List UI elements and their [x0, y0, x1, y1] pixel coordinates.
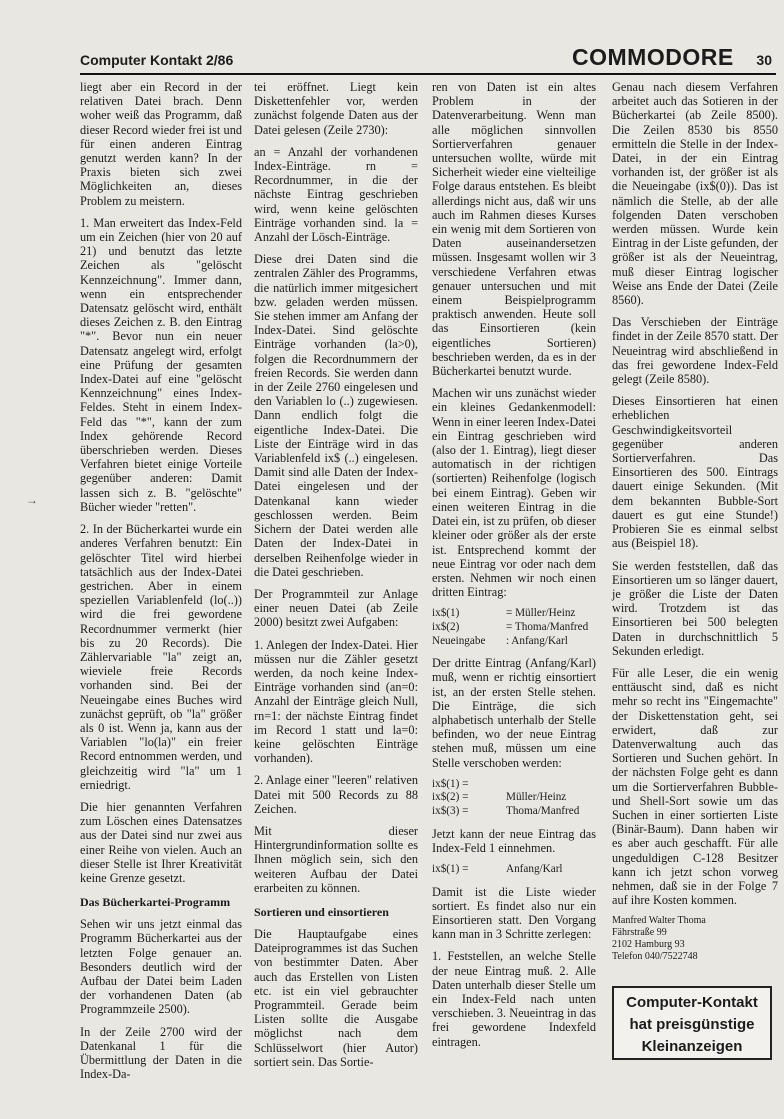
paragraph: 1. Anlegen der Index-Datei. Hier müssen nur die Zähler gesetzt werden, da noch keine Index-Einträge vorhanden sind (an=0: Anzahl der Einträge gleich Null, rn=1: der nächste Eintrag findet im Record 1 statt und la=0: keine gelöschten Einträge vorhanden).: [254, 637, 418, 766]
paragraph: 1. Feststellen, an welche Stelle der neue Eintrag muß. 2. Alle Daten unterhalb dieser Stelle um ein Index-Feld nach unten verschieben. 3. Neueintrag in das frei gewordene Indexfeld eintragen.: [432, 949, 596, 1049]
index-example-3: [432, 863, 596, 877]
paragraph: an = Anzahl der vorhandenen Index-Einträge. rn = Recordnummer, in die der nächste Eintrag geschrieben wird, wenn keine gelöschten Einträge vorhanden sind. la = Anzahl der Lösch-Einträge.: [254, 144, 418, 245]
page-header: [80, 44, 776, 74]
index-entry: ix$(1) = Anfang/Karl: [432, 862, 563, 875]
paragraph: 1. Man erweitert das Index-Feld um ein Zeichen (hier von 20 auf 21) und benutzt das letzte Zeichen als "gelöscht Kennzeichnung". Immer dann, wenn ein entsprechender Datensatz gelöscht wird, enthält dieses Zeichen z. B. den Eintrag "*". Bevor nun ein neuer Datensatz angelegt wird, erfolgt eine Prüfung der gesamten Index-Datei auf eine "gelöscht Kennzeichnung" eines Index-Feldes. Steht in einem Index-Feld das "*", kann der zum Index gehörende Record überschrieben werden. Dieses Verfahren bietet einige Vorteile gegenüber anderen: Damit lassen sich z. B. "gelöschte" Bücher wieder "retten".: [80, 215, 242, 514]
paragraph: Die hier genannten Verfahren zum Löschen eines Datensatzes aus der Datei sind nur zwei aus einer Reihe von vielen. Auch an dieser Stelle ist Ihrer Kreativität keine Grenze gesetzt.: [80, 799, 242, 885]
index-example-2: [432, 778, 596, 819]
paragraph: Diese drei Daten sind die zentralen Zähler des Programms, die natürlich immer mitgesichert bzw. geladen werden müssen. Sie stehen immer am Anfang der Index-Datei. Sind gelöschte Einträge vorhanden (la>0), folgen die Recordnummern der freien Records. Sie werden dann in der Zeile 2760 eingelesen und den Variablen lo (..) zugewiesen. Dann endlich folgt die eigentliche Index-Datei. Die Liste der Einträge wird in das Variablenfeld ix$ (..) eingelesen. Damit sind alle Daten der Index-Datei eingelesen und der Datenkanal kann wieder geschlossen werden. Beim Sichern der Datei werden alle Daten der Index-Datei in derselben Reihenfolge wieder in die Datei geschrieben.: [254, 252, 418, 579]
index-entry: ix$(1) = Müller/Heinz: [432, 607, 576, 620]
column-1: [80, 80, 242, 1089]
paragraph: Sehen wir uns jetzt einmal das Programm Bücherkartei aus der letzten Folge genauer an. Besonders deutlich wird der Aufbau der Datei beim Laden der vorhandenen Daten (ab Programmzeile 2500).: [80, 917, 242, 1017]
magazine-issue: Computer Kontakt 2/86: [80, 52, 234, 68]
paragraph: Die Hauptaufgabe eines Dateiprogrammes ist das Suchen von bestimmter Daten. Aber auch das Erstellen von Listen etc. ist ein viel gebrauchter Programmteil. Gerade beim Listen sollte die Ausgabe möglichst nach dem Schlüsselwort (hier Autor) sortiert sein. Das Sortie-: [254, 926, 418, 1069]
index-entry: ix$(2) = Thoma/Manfred: [432, 620, 589, 633]
header-rule: [80, 73, 776, 75]
classified-ad-box: [612, 986, 772, 1060]
paragraph: Der dritte Eintrag (Anfang/Karl) muß, wenn er richtig einsortiert ist, an der ersten Stelle stehen. Die Einträge, die sich alphabetisch unterhalb der Stelle befinden, wo der neue Eintrag stehen muß, müssen um eine Stelle verschoben werden:: [432, 656, 596, 770]
ad-line: hat preisgünstige: [629, 1016, 755, 1033]
paragraph: Für alle Leser, die ein wenig enttäuscht sind, daß es nicht mehr so recht ins "Eingemachte" der Diskettenstation geht, sei erwidert, daß zur Datenverwaltung auch das Sortieren und Suchen gehört. In der nächsten Folge geht es dann um die Sortierverfahren Bubble- und Shell-Sort sowie um das Suchen in einer sortierten Liste (Binär-Baum). Dann haben wir es aber auch geschafft. Für alle ungeduldigen C-128 Besitzer kann ich jetzt schon vorweg nehmen, daß sie in der Folge 7 auf ihre Kosten kommen.: [612, 665, 778, 908]
index-entry: ix$(3) = Thoma/Manfred: [432, 804, 580, 817]
paragraph: Machen wir uns zunächst wieder ein kleines Gedankenmodell: Wenn in einer leeren Index-Datei ein Eintrag geschrieben wird (also der 1. Eintrag), liegt dieser automatisch in der richtigen (sortierten) Reihenfolge (logisch bei einem Eintrag). Geben wir einen weiteren Eintrag in die Datei ein, ist zu prüfen, ob dieser kleiner oder größer als der erste ist. Entsprechend kommt der neue Eintrag vor oder nach dem ersten. Nehmen wir noch einen dritten Eintrag:: [432, 386, 596, 600]
author-line: Telefon 040/7522748: [612, 951, 698, 963]
paragraph: Dieses Einsortieren hat einen erheblichen Geschwindigkeitsvorteil gegenüber anderen Sortierverfahren. Das Einsortieren des 500. Eintrags dauert einige Sekunden. (Mit dem bekannten Bubble-Sort dauert es gut eine Stunde!) Probieren Sie es einmal selbst aus (Beispiel 18).: [612, 394, 778, 551]
column-4: [612, 80, 778, 963]
ad-line: Kleinanzeigen: [641, 1038, 743, 1055]
subheading: Sortieren und einsortieren: [254, 904, 389, 919]
paragraph: Genau nach diesem Verfahren arbeitet auch das Sotieren in der Bücherkartei (ab Zeile 8500). Die Zeilen 8530 bis 8550 ermitteln die Stelle in der Index-Datei, in der ein Eintrag vorhanden ist, der größer ist als die Neueingabe (ix$(0)). Das ist nämlich die Stelle, ab der alle folgenden Daten verschoben werden müssen. Wurde kein Eintrag in der Liste gefunden, der größer ist als der Neueintrag, muß dieser Eintrag logischer Weise ans Ende der Datei (Zeile 8560).: [612, 80, 778, 308]
paragraph: tei eröffnet. Liegt kein Diskettenfehler vor, werden zunächst folgende Daten aus der Datei gelesen (Zeile 2730):: [254, 80, 418, 137]
section-title: COMMODORE: [572, 44, 734, 70]
page-number: 30: [756, 52, 772, 68]
author-line: Manfred Walter Thoma: [612, 915, 706, 927]
paragraph: 2. In der Bücherkartei wurde ein anderes Verfahren benutzt: Ein gelöschter Titel wird hierbei tatsächlich aus der Index-Datei gestrichen. Aber in einem speziellen Variablenfeld (lo(..)) wird die frei gewordene Recordnummer vermerkt (hier bis zu 20 Records). Die Zählervariable "la" zeigt an, wieviele freie Records vorhanden sind. Bei der Neueingabe eines Buches wird zunächst geprüft, ob "la" größer als 0 ist. Wenn ja, kann aus der Variablen "lo(la)" ein freier Record entnommen werden, und gleichzeitig wird "la" um 1 erniedrigt.: [80, 522, 242, 792]
index-entry: ix$(1) =: [432, 777, 469, 790]
paragraph: Mit dieser Hintergrundinformation sollte es Ihnen möglich sein, sich den weiteren Aufbau der Datei erarbeiten zu können.: [254, 823, 418, 895]
column-2: [254, 80, 418, 1077]
paragraph: liegt aber ein Record in der relativen Datei brach. Denn woher weiß das Programm, daß dieser Record wieder frei ist und für einen anderen Eintrag genutzt werden kann? In der Praxis bieten sich zwei Möglichkeiten an, dieses Problem zu meistern.: [80, 80, 242, 208]
column-3: [432, 80, 596, 1057]
index-entry: Neueingabe : Anfang/Karl: [432, 634, 568, 647]
paragraph: In der Zeile 2700 wird der Datenkanal 1 für die Übermittlung der Daten in die Index-Da-: [80, 1024, 242, 1082]
subheading: Das Bücherkartei-Programm: [80, 895, 231, 910]
index-entry: ix$(2) = Müller/Heinz: [432, 791, 567, 804]
paragraph: ren von Daten ist ein altes Problem in der Datenverarbeitung. Wenn man alle möglichen sinnvollen Sortierverfahren genauer untersuchen wollte, würde mit Sicherheit wieder eine vielteilige Folge daraus entstehen. Es bleibt allerdings nicht aus, daß wir uns auch im Rahmen dieses Kurses ein wenig mit dem Sortieren von Daten auseinandersetzen müssen. Insgesamt wollen wir 3 verschiedene Verfahren etwas genauer untersuchen und mit einem Beispielprogramm praktisch anwenden. Heute soll das Einsortieren (kein eigentliches Sortieren) beschrieben werden, da es in der Bücherkartei benutzt wurde.: [432, 80, 596, 379]
author-line: Fährstraße 99: [612, 927, 667, 939]
paragraph: Jetzt kann der neue Eintrag das Index-Feld 1 einnehmen.: [432, 826, 596, 855]
margin-mark: →: [26, 493, 38, 507]
paragraph: Sie werden feststellen, daß das Einsortieren um so länger dauert, je größer die Liste der Daten wird. Trotzdem ist das Einsortieren bei 500 belegten Daten in durchschnittlich 5 Sekunden erledigt.: [612, 558, 778, 658]
ad-line: Computer-Kontakt: [626, 994, 758, 1011]
paragraph: 2. Anlage einer "leeren" relativen Datei mit 500 Records zu 88 Zeichen.: [254, 773, 419, 816]
index-example-1: [432, 607, 596, 648]
paragraph: Der Programmteil zur Anlage einer neuen Datei (ab Zeile 2000) besitzt zwei Aufgaben:: [254, 586, 418, 630]
author-line: 2102 Hamburg 93: [612, 939, 685, 951]
author-address: [612, 915, 778, 963]
paragraph: Damit ist die Liste wieder sortiert. Es findet also nur ein Einsortieren statt. Den Vorgang kann man in 3 Schritte zerlegen:: [432, 884, 596, 942]
paragraph: Das Verschieben der Einträge findet in der Zeile 8570 statt. Der Neueintrag wird abschließend in das frei gewordene Index-Feld gelegt (Zeile 8580).: [612, 315, 778, 387]
